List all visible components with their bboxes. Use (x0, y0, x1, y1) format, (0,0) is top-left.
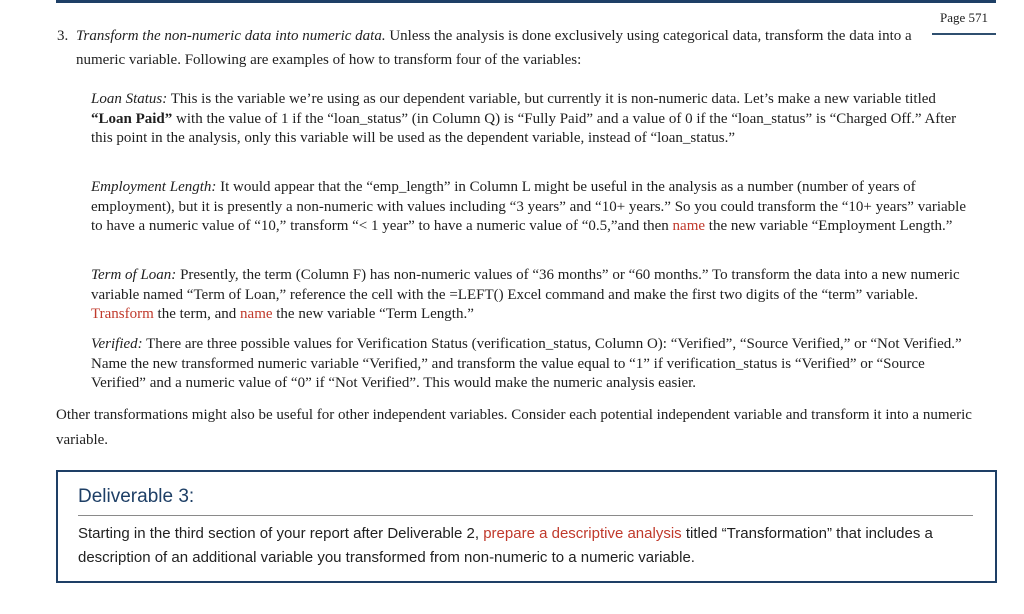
step-text (57, 24, 917, 72)
verified-paragraph (91, 335, 969, 394)
deliverable-divider (78, 515, 973, 516)
step-body: Unless the analysis is done exclusively using categorical data, transform the data into a numeric variable. Following are examples of how to transform four of the variables: (76, 28, 912, 68)
descriptive-analysis-link[interactable]: prepare a descriptive analysis (483, 525, 682, 542)
loan-status-text-continued: with the value of 1 if the “loan_status” (in Column Q) is “Fully Paid” and a value of 0 if the “loan_status” is “Charged Off.” After this point in the analysis, only this variable will be used as the dependent variable, instead of “loan_status.” (91, 110, 957, 147)
term-of-loan-text-end: the new variable “Term Length.” (276, 306, 474, 323)
loan-status-text: This is the variable we’re using as our dependent variable, but currently it is non-numeric data. Let’s make a new variable titled (170, 91, 936, 107)
employment-length-label: Employment Length: (91, 179, 217, 195)
term-of-loan-paragraph (91, 266, 969, 325)
employment-length-text: It would appear that the “emp_length” in Column L might be useful in the analysis as a number (number of years of employment), but it is presently a non-numeric with values including “3 years” and “10+ years.” So you could transform the “10+ years” variable to have a numeric value of “10,” transform “< 1 year” to have a numeric value of “0.5,”and then (91, 179, 966, 235)
deliverable-body (78, 522, 968, 570)
deliverable-text: Starting in the third section of your report after Deliverable 2, (78, 525, 480, 542)
other-transformations-paragraph: Other transformations might also be useful for other independent variables. Consider each potential independent variable and transform it into a numeric variable. (56, 407, 972, 448)
deliverable-box (56, 470, 997, 583)
loan-status-paragraph (91, 90, 969, 149)
transform-link[interactable]: Transform (91, 306, 154, 323)
deliverable-title: Deliverable 3: (78, 486, 195, 507)
top-rule (56, 0, 996, 3)
employment-length-paragraph (91, 178, 969, 237)
step-title: Transform the non-numeric data into numeric data. (76, 28, 386, 44)
employment-length-text-continued: the new variable “Employment Length.” (708, 218, 953, 235)
term-of-loan-text-middle: the term, and (157, 306, 237, 323)
verified-label: Verified: (91, 336, 143, 352)
verified-text: There are three possible values for Verification Status (verification_status, Column O): “Verified”, “Source Verified,” or “Not Verified.” Name the new transformed numeric variable “Verified,” and transform the value equal to “1” if verification_status is “Verified” or “Source Verified” and a numeric value of “0” if “Not Verified”. This would make the numeric analysis easier. (91, 336, 962, 392)
loan-paid-bold: “Loan Paid” (91, 110, 173, 127)
name-link-2[interactable]: name (240, 306, 273, 323)
name-link[interactable]: name (672, 218, 706, 235)
step-number: 3. (57, 28, 69, 44)
loan-status-label: Loan Status: (91, 91, 168, 107)
page-number: Page 571 (932, 10, 996, 35)
term-of-loan-text: Presently, the term (Column F) has non-numeric values of “36 months” or “60 months.” To transform the data into a new numeric variable named “Term of Loan,” reference the cell with the =LEFT() Excel command and make the first two digits of the “term” variable. (91, 267, 960, 303)
deliverable-text-continued: titled “Transformation” that includes a description of an additional variable you transformed from non-numeric to a numeric variable. (78, 525, 933, 566)
term-of-loan-label: Term of Loan: (91, 267, 177, 283)
step-3 (57, 24, 917, 72)
